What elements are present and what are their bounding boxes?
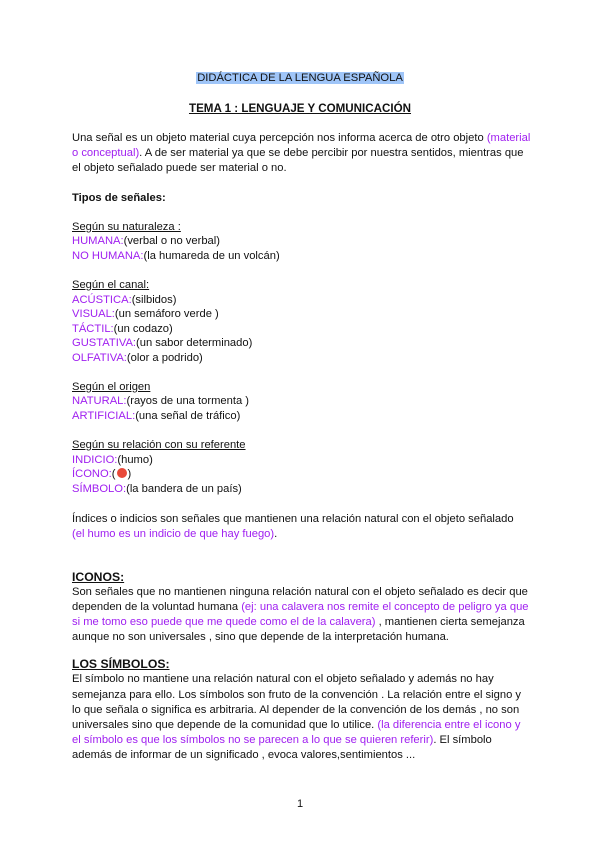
intro-line-2: o conceptual). A de ser material ya que se debe percibir por nuestra sentidos, mientras que: [72, 147, 524, 159]
indices-line-1: Índices o indicios son señales que mantienen una relación natural con el objeto señalado: [72, 513, 514, 525]
document-title: DIDÁCTICA DE LA LENGUA ESPAÑOLA: [197, 72, 403, 84]
tipos-heading: Tipos de señales:: [72, 192, 166, 204]
referente-heading: Según su relación con su referente: [72, 439, 246, 451]
list-item: SÍMBOLO:(la bandera de un país): [72, 483, 242, 495]
simbolos-heading: LOS SÍMBOLOS:: [72, 657, 170, 671]
iconos-heading: ICONOS:: [72, 570, 125, 584]
indices-line-2: (el humo es un indicio de que hay fuego).: [72, 528, 278, 540]
simbolos-line-5: el símbolo es que los símbolos no se parecen a lo que se quieren referir). El símbolo: [72, 734, 492, 746]
intro-line-1: Una señal es un objeto material cuya percepción nos informa acerca de otro objeto (material: [72, 132, 531, 144]
canal-heading: Según el canal:: [72, 279, 150, 291]
iconos-line-3: si me tomo eso puede que me quede como el de la calavera) , mantienen cierta semejanza: [72, 616, 525, 628]
naturaleza-heading: Según su naturaleza :: [72, 221, 181, 233]
intro-line-3: el objeto señalado puede ser material o no.: [72, 162, 287, 174]
simbolos-line-1: El símbolo no mantiene una relación natural con el objeto señalado y además no hay: [72, 673, 494, 685]
page-number: 1: [296, 798, 304, 810]
list-item: TÁCTIL:(un codazo): [72, 323, 173, 335]
list-item: ARTIFICIAL:(una señal de tráfico): [72, 410, 241, 422]
simbolos-line-3: lo que señala o significa es arbitraria. Al depender de la convención de los demás , no son: [72, 704, 520, 716]
list-item: NATURAL:(rayos de una tormenta ): [72, 395, 249, 407]
list-item: ACÚSTICA:(silbidos): [72, 294, 177, 306]
iconos-line-2: dependen de la voluntad humana (ej: una calavera nos remite el concepto de peligro ya que: [72, 601, 529, 613]
list-item: HUMANA:(verbal o no verbal): [72, 235, 220, 247]
face-emoji-icon: [117, 468, 127, 478]
simbolos-line-6: además de informar de un significado , evoca valores,sentimientos ...: [72, 749, 416, 761]
list-item: INDICIO:(humo): [72, 454, 153, 466]
list-item: GUSTATIVA:(un sabor determinado): [72, 337, 253, 349]
document-subtitle: TEMA 1 : LENGUAJE Y COMUNICACIÓN: [188, 102, 412, 115]
iconos-line-4: aunque no son universales , sino que depende de la interpretación humana.: [72, 631, 449, 643]
list-item: OLFATIVA:(olor a podrido): [72, 352, 203, 364]
origen-heading: Según el origen: [72, 381, 151, 393]
list-item: VISUAL:(un semáforo verde ): [72, 308, 219, 320]
list-item: ÍCONO:( ): [72, 468, 132, 480]
iconos-line-1: Son señales que no mantienen ninguna relación natural con el objeto señalado es decir que: [72, 586, 528, 598]
simbolos-line-2: semejanza para ello. Los símbolos son fruto de la convención . La relación entre el signo y: [72, 689, 522, 701]
simbolos-line-4: universales sino que depende de la comunidad que lo utilice. (la diferencia entre el icono y: [72, 719, 521, 731]
list-item: NO HUMANA:(la humareda de un volcán): [72, 250, 280, 262]
